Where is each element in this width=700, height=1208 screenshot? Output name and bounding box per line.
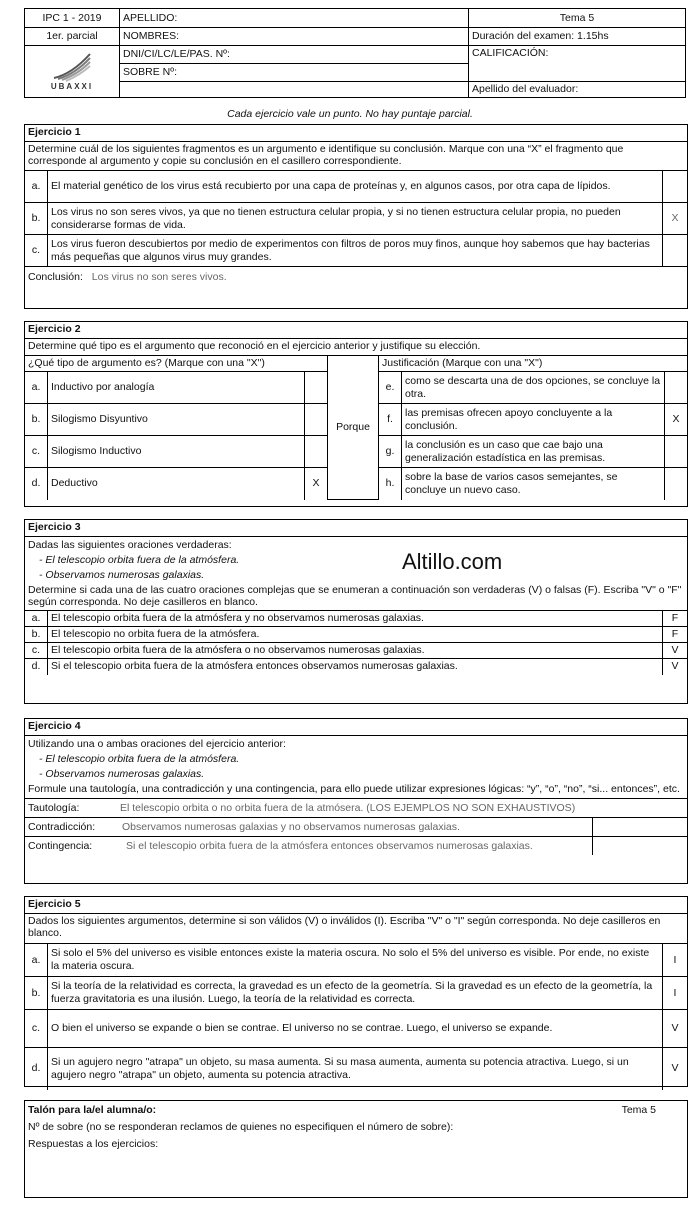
option-text: Si el telescopio orbita fuera de la atmósfera entonces observamos numerosas galaxias. <box>48 659 663 675</box>
ej3-option <box>25 627 687 643</box>
exam-cell: 1er. parcial <box>25 28 120 46</box>
ej3-intro: Dadas las siguientes oraciones verdaderas: <box>25 536 687 551</box>
option-text: Silogismo Inductivo <box>48 436 305 468</box>
talon-sobre-field[interactable]: Nº de sobre (no se responderan reclamos de quienes no especifiquen el número de sobre): <box>28 1121 454 1133</box>
ej1-options <box>25 170 687 267</box>
header-table <box>24 8 686 98</box>
answer-box[interactable] <box>663 235 688 267</box>
option-text: sobre la base de varios casos semejantes, se concluye un nuevo caso. <box>402 468 665 500</box>
watermark: Altillo.com <box>402 549 503 574</box>
option-label: d. <box>25 468 48 500</box>
course-cell: IPC 1 - 2019 <box>25 9 120 28</box>
answer-box[interactable]: V <box>663 659 688 675</box>
ej2-title: Ejercicio 2 <box>28 323 81 335</box>
ej4-row-contingencia <box>25 836 687 855</box>
row-answer[interactable]: Si el telescopio orbita fuera de la atmósfera entonces observamos numerosas galaxias. <box>126 837 593 855</box>
dni-field[interactable]: DNI/CI/LC/LE/PAS. Nº: <box>120 46 469 64</box>
premise: - Observamos numerosas galaxias. <box>39 768 205 780</box>
premise: - El telescopio orbita fuera de la atmósfera. <box>39 554 240 566</box>
option-label: b. <box>25 627 48 643</box>
option-text: Los virus no son seres vivos, ya que no tienen estructura celular propia, y si no tienen estructura celular propia, no pueden considerarse formas de vida. <box>48 203 663 235</box>
ej3-option <box>25 643 687 659</box>
answer-box[interactable] <box>305 404 328 436</box>
talon-title: Talón para la/el alumna/o: <box>28 1104 157 1116</box>
answer-box[interactable] <box>665 468 688 500</box>
ej3-option <box>25 611 687 627</box>
ej5-options <box>25 943 687 1090</box>
answer-box[interactable]: I <box>663 944 688 977</box>
ej5-option <box>25 977 687 1010</box>
option-label: d. <box>25 659 48 675</box>
ej4-intro: Utilizando una o ambas oraciones del ejercicio anterior: <box>25 735 687 750</box>
premise: - Observamos numerosas galaxias. <box>39 569 205 581</box>
answer-box[interactable] <box>663 171 688 203</box>
option-label: a. <box>25 611 48 627</box>
option-text: Si la teoría de la relatividad es correcta, la gravedad es un efecto de la geometría. Si la gravedad es un efecto de la geometría, la fuerza gravitatoria es una ilusión. Luego, la teoría de la relatividad es correcta. <box>48 977 663 1010</box>
answer-box[interactable] <box>665 436 688 468</box>
option-label: f. <box>379 404 402 436</box>
ej1-intro: Determine cuál de los siguientes fragmentos es un argumento e identifique su conclusión. Marque con una “X” el fragmento que corresponde al argumento y copie su conclusión en el casillero correspondiente. <box>25 141 687 170</box>
option-label: c. <box>25 436 48 468</box>
ej5-option <box>25 944 687 977</box>
option-label: c. <box>25 643 48 659</box>
option-label: d. <box>25 1048 48 1090</box>
answer-box[interactable]: F <box>663 611 688 627</box>
logo-cell <box>25 46 120 98</box>
option-label: c. <box>25 235 48 267</box>
apellido-field[interactable]: APELLIDO: <box>120 9 469 28</box>
option-label: h. <box>379 468 402 500</box>
premise: - El telescopio orbita fuera de la atmósfera. <box>39 753 240 765</box>
option-text: Inductivo por analogía <box>48 372 305 404</box>
option-label: a. <box>25 944 48 977</box>
ej3-instructions: Determine si cada una de las cuatro oraciones complejas que se enumeran a continuación son verdaderas (V) o falsas (F). Escriba "V" o "F" según corresponda. No deje casilleros en blanco. <box>28 584 682 608</box>
answer-box[interactable] <box>305 436 328 468</box>
row-label: Tautología: <box>28 802 80 814</box>
option-label: b. <box>25 977 48 1010</box>
option-label: a. <box>25 171 48 203</box>
option-label: g. <box>379 436 402 468</box>
talon-section <box>24 1100 688 1198</box>
answer-box[interactable] <box>305 372 328 404</box>
duracion-cell: Duración del examen: 1.15hs <box>469 28 686 46</box>
row-label: Contradicción: <box>28 821 96 833</box>
tema-cell: Tema 5 <box>469 9 686 28</box>
ej2-intro: Determine qué tipo es el argumento que reconoció en el ejercicio anterior y justifique su elección. <box>25 338 687 355</box>
answer-box[interactable]: X <box>665 404 688 436</box>
option-label: c. <box>25 1010 48 1048</box>
ej5-intro: Dados los siguientes argumentos, determine si son válidos (V) o inválidos (I). Escriba "V" o "I" según corresponda. No deje casilleros en blanco. <box>25 913 687 943</box>
option-text: como se descarta una de dos opciones, se concluye la otra. <box>402 372 665 404</box>
option-text: Deductivo <box>48 468 305 500</box>
ejercicio-4 <box>24 718 688 884</box>
option-text: O bien el universo se expande o bien se contrae. El universo no se contrae. Luego, el universo se expande. <box>48 1010 663 1048</box>
option-text: El telescopio no orbita fuera de la atmósfera. <box>48 627 663 643</box>
ubaxxi-logo-icon <box>50 52 94 82</box>
ej3-options <box>25 610 687 675</box>
option-label: a. <box>25 372 48 404</box>
answer-box[interactable]: V <box>663 643 688 659</box>
logo-text: UBAXXI <box>50 81 94 91</box>
option-label: b. <box>25 203 48 235</box>
calificacion-cell: CALIFICACIÓN: <box>469 46 686 82</box>
option-text: El telescopio orbita fuera de la atmósfera o no observamos numerosas galaxias. <box>48 643 663 659</box>
answer-box[interactable]: X <box>305 468 328 500</box>
ejercicio-3 <box>24 519 688 704</box>
porque-label: Porque <box>328 356 379 500</box>
row-answer[interactable]: El telescopio orbita o no orbita fuera de la atmósera. (LOS EJEMPLOS NO SON EXHAUSTIVOS) <box>120 802 576 814</box>
option-text: Silogismo Disyuntivo <box>48 404 305 436</box>
ej3-title: Ejercicio 3 <box>28 521 81 533</box>
answer-box[interactable] <box>665 372 688 404</box>
ej4-instructions: Formule una tautología, una contradicción y una contingencia, para ello puede utilizar expresiones lógicas: “y”, “o”, “no”, “si... entonces”, etc. <box>28 783 680 795</box>
ej1-option <box>25 171 687 203</box>
scoring-note: Cada ejercicio vale un punto. No hay puntaje parcial. <box>227 108 473 120</box>
talon-respuestas-field[interactable]: Respuestas a los ejercicios: <box>28 1138 159 1150</box>
option-text: Si un agujero negro "atrapa" un objeto, su masa aumenta. Si su masa aumenta, aumenta su potencia atractiva. Luego, si un agujero negro "atrapa" un objeto, aumenta su potencia atractiva. <box>48 1048 663 1090</box>
sobre-field[interactable]: SOBRE Nº: <box>120 64 469 82</box>
answer-box[interactable]: X <box>663 203 688 235</box>
ej3-option <box>25 659 687 675</box>
ej1-title: Ejercicio 1 <box>28 126 81 138</box>
row-answer[interactable]: Observamos numerosas galaxias y no observamos numerosas galaxias. <box>122 818 593 836</box>
row-label: Contingencia: <box>28 840 93 852</box>
nombres-field[interactable]: NOMBRES: <box>120 28 469 46</box>
answer-box[interactable]: I <box>663 977 688 1010</box>
ej2-table <box>25 355 687 500</box>
ej1-option <box>25 235 687 267</box>
ej5-title: Ejercicio 5 <box>28 898 81 910</box>
option-text: la conclusión es un caso que cae bajo una generalización estadística en las premisas. <box>402 436 665 468</box>
ej1-conclusion <box>25 267 687 287</box>
ej4-row-tautologia <box>25 798 687 817</box>
conclusion-answer[interactable]: Los virus no son seres vivos. <box>91 271 227 283</box>
conclusion-label: Conclusión: <box>28 271 83 283</box>
ej5-option <box>25 1048 687 1090</box>
ejercicio-2 <box>24 321 688 507</box>
option-text: Si solo el 5% del universo es visible entonces existe la materia oscura. No solo el 5% del universo es visible. Por ende, no existe la materia oscura. <box>48 944 663 977</box>
option-text: El telescopio orbita fuera de la atmósfera y no observamos numerosas galaxias. <box>48 611 663 627</box>
answer-box[interactable]: F <box>663 627 688 643</box>
ejercicio-1 <box>24 124 688 309</box>
option-text: las premisas ofrecen apoyo concluyente a la conclusión. <box>402 404 665 436</box>
ej5-option <box>25 1010 687 1048</box>
ej1-option <box>25 203 687 235</box>
answer-box[interactable]: V <box>663 1048 688 1090</box>
option-label: b. <box>25 404 48 436</box>
ej4-row-contradiccion <box>25 817 687 836</box>
option-text: Los virus fueron descubiertos por medio de experimentos con filtros de poros muy finos, aunque hoy sabemos que hay bacterias más pequeñas que algunos virus muy grandes. <box>48 235 663 267</box>
option-text: El material genético de los virus está recubierto por una capa de proteínas y, en algunos casos, por otra capa de lípidos. <box>48 171 663 203</box>
ej2-right-header: Justificación (Marque con una "X") <box>379 356 688 372</box>
evaluador-cell: Apellido del evaluador: <box>469 82 686 98</box>
answer-box[interactable]: V <box>663 1010 688 1048</box>
option-label: e. <box>379 372 402 404</box>
ej2-left-header: ¿Qué tipo de argumento es? (Marque con una "X") <box>25 356 328 372</box>
ej4-title: Ejercicio 4 <box>28 720 81 732</box>
ejercicio-5 <box>24 896 688 1087</box>
talon-tema: Tema 5 <box>621 1104 656 1116</box>
